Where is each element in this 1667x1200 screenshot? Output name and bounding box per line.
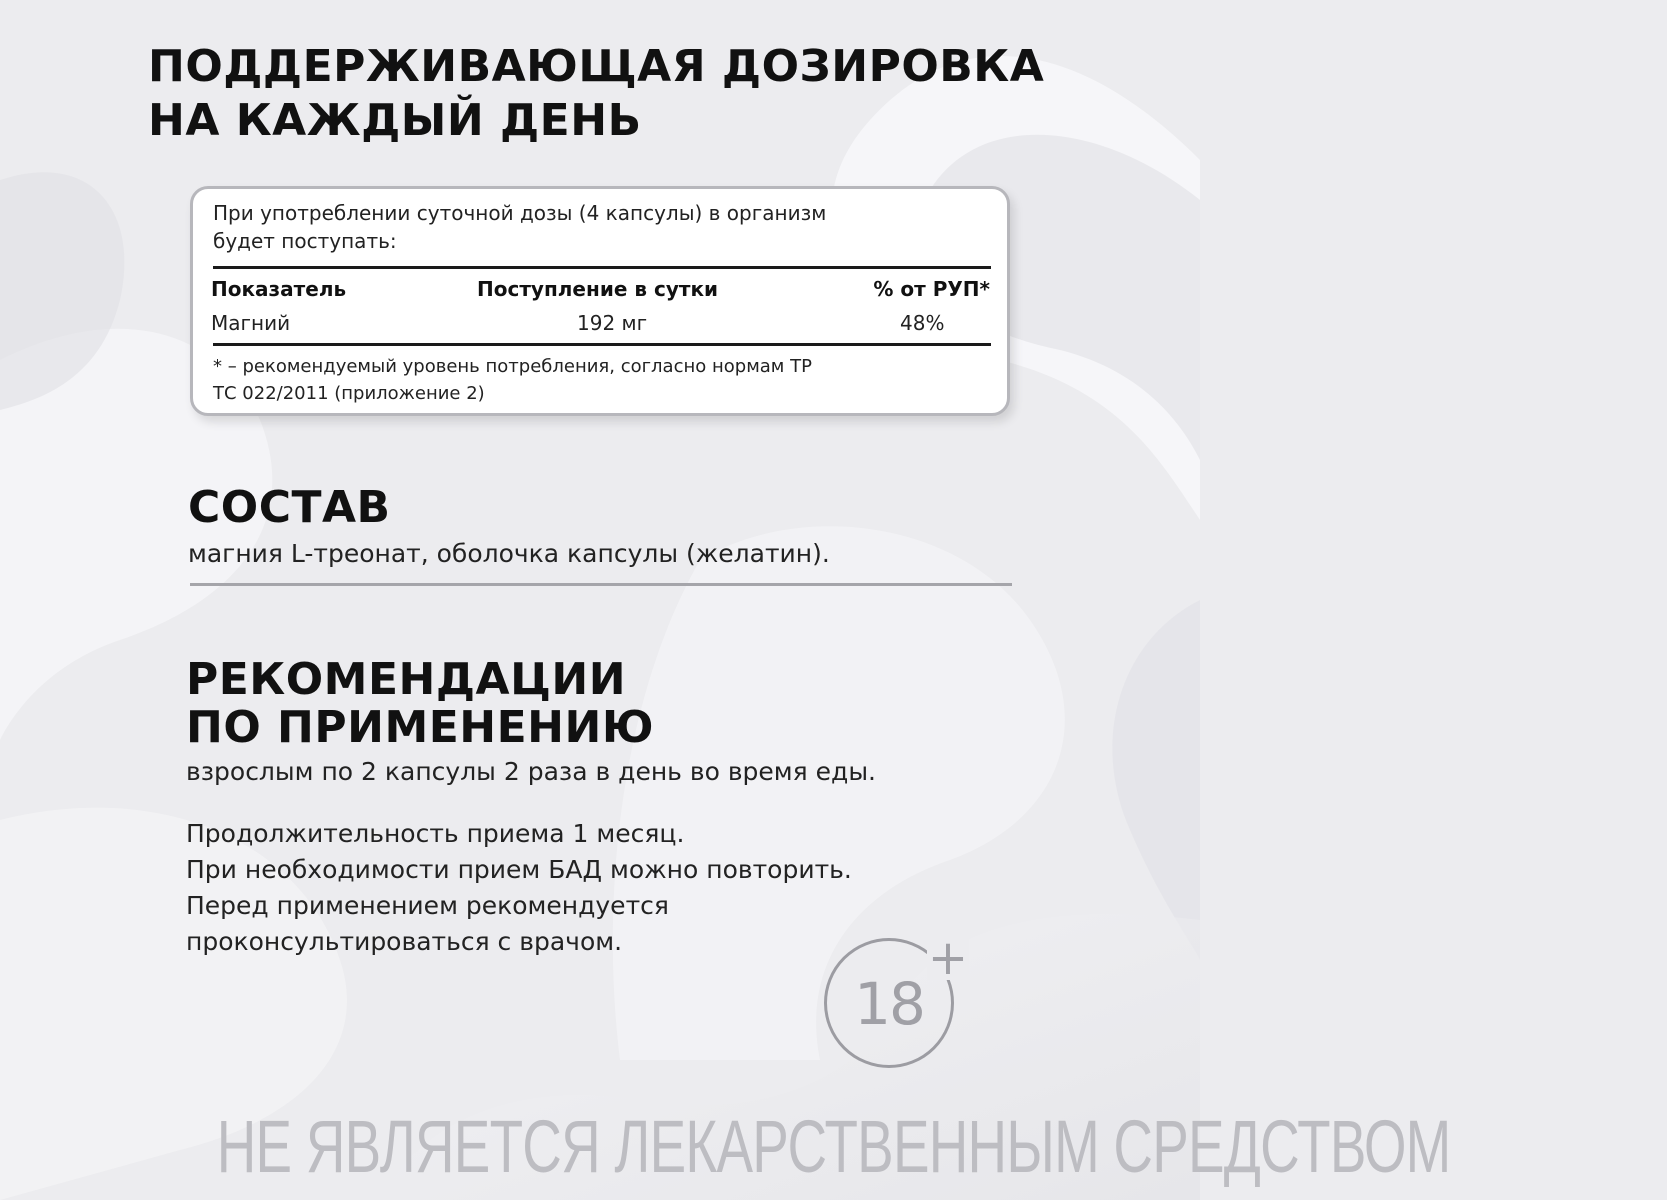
not-a-medicine-disclaimer (0, 1102, 1451, 1192)
table-cell-amount: 192 мг (577, 311, 648, 335)
dosage-intro (213, 199, 973, 255)
table-footnote (213, 353, 973, 407)
recommendations-dosage: взрослым по 2 капсулы 2 раза в день во время еды. (186, 757, 877, 786)
page-title (148, 40, 1148, 148)
recommendations-line3: Перед применением рекомендуется (186, 891, 669, 920)
composition-heading: СОСТАВ (188, 482, 391, 533)
page-title-line2: НА КАЖДЫЙ ДЕНЬ (148, 95, 642, 146)
age-plus-sign: + (927, 930, 969, 986)
composition-text: магния L-треонат, оболочка капсулы (желатин). (188, 539, 830, 568)
recommendations-line1: Продолжительность приема 1 месяц. (186, 819, 685, 848)
table-top-rule (213, 266, 991, 269)
recommendations-heading (186, 656, 654, 752)
table-header-intake: Поступление в сутки (477, 277, 719, 301)
table-cell-percent: 48% (900, 311, 945, 335)
dosage-intro-line2: будет поступать: (213, 229, 397, 253)
table-cell-nutrient: Магний (211, 311, 291, 335)
disclaimer-text: НЕ ЯВЛЯЕТСЯ ЛЕКАРСТВЕННЫМ СРЕДСТВОМ (216, 1105, 1451, 1188)
page-title-line1: ПОДДЕРЖИВАЮЩАЯ ДОЗИРОВКА (148, 41, 1045, 92)
recommendations-details (186, 816, 852, 960)
dosage-intro-line1: При употреблении суточной дозы (4 капсулы) в организм (213, 201, 827, 225)
table-footnote-line1: * – рекомендуемый уровень потребления, согласно нормам ТР (213, 356, 812, 377)
section-divider (190, 583, 1012, 586)
recommendations-line4: проконсультироваться с врачом. (186, 927, 623, 956)
age-number: 18 (854, 970, 924, 1038)
dosage-card (190, 186, 1010, 416)
table-footnote-line2: ТС 022/2011 (приложение 2) (213, 383, 485, 404)
recommendations-heading-line2: ПО ПРИМЕНЕНИЮ (186, 702, 654, 753)
table-header-percent: % от РУП* (873, 277, 990, 301)
recommendations-line2: При необходимости прием БАД можно повторить. (186, 855, 852, 884)
recommendations-heading-line1: РЕКОМЕНДАЦИИ (186, 654, 627, 705)
table-header-indicator: Показатель (211, 277, 347, 301)
table-bottom-rule (213, 343, 991, 346)
